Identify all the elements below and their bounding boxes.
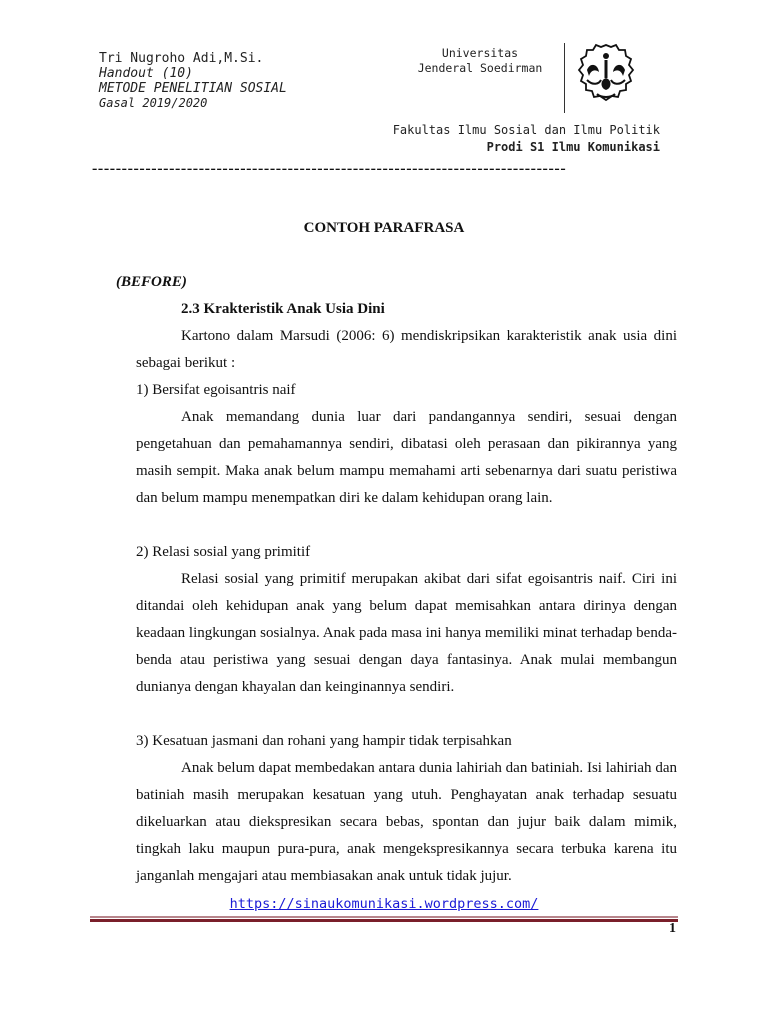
footer-rule-bottom (90, 919, 678, 922)
footer-rule-top (90, 916, 678, 918)
intro-paragraph: Kartono dalam Marsudi (2006: 6) mendiskripsikan karakteristik anak usia dini sebagai berikut : (136, 328, 677, 371)
header-left (99, 51, 287, 111)
university-logo (573, 42, 639, 110)
author-name: Tri Nugroho Adi,M.Si. (99, 51, 264, 66)
page-title: CONTOH PARAFRASA (303, 220, 465, 236)
before-label: (BEFORE) (116, 274, 187, 290)
item-3-paragraph: Anak belum dapat membedakan antara dunia lahiriah dan batiniah. Isi lahiriah dan batiniah masih merupakan kesatuan yang utuh. Penghayatan anak terhadap sesuatu dikeluarkan atau diekspresikan secara bebas, spontan dan jujur baik dalam mimik, tingkah laku maupun pura-pura, anak mengekspresikannya secara terbuka karena itu janganlah mengajari atau membiasakan anak untuk tidak jujur. (136, 760, 677, 884)
header-divider (564, 43, 565, 113)
university-name (410, 46, 550, 76)
faculty-name: Fakultas Ilmu Sosial dan Ilmu Politik (392, 123, 660, 137)
handout-number: Handout (10) (99, 66, 193, 81)
university-line-1: Universitas (441, 46, 519, 60)
faculty-info (393, 122, 660, 156)
page-number: 1 (669, 921, 676, 936)
item-3-heading: 3) Kesatuan jasmani dan rohani yang hampir tidak terpisahkan (136, 733, 512, 749)
item-2-heading: 2) Relasi sosial yang primitif (136, 544, 311, 560)
item-2-paragraph: Relasi sosial yang primitif merupakan akibat dari sifat egoisantris naif. Ciri ini ditandai oleh kehidupan anak yang belum dapat memisahkan antara dirinya dengan keadaan lingkungan sosialnya. Anak pada masa ini hanya memiliki minat terhadap benda-benda atau peristiwa yang sesuai dengan daya fantasinya. Anak mulai membangun dunianya dengan khayalan dan keinginannya sendiri. (136, 571, 677, 695)
university-line-2: Jenderal Soedirman (417, 61, 543, 75)
footer-link[interactable]: https://sinaukomunikasi.wordpress.com/ (229, 896, 539, 912)
document-body (136, 323, 677, 890)
course-title: METODE PENELITIAN SOSIAL (99, 81, 287, 96)
item-1-heading: 1) Bersifat egoisantris naif (136, 382, 296, 398)
study-program: Prodi S1 Ilmu Komunikasi (486, 140, 660, 154)
header-separator: -------------------------------------------------------------------------------- (92, 160, 567, 177)
semester: Gasal 2019/2020 (99, 96, 208, 110)
section-heading: 2.3 Krakteristik Anak Usia Dini (181, 301, 385, 317)
item-1-paragraph: Anak memandang dunia luar dari pandangannya sendiri, sesuai dengan pengetahuan dan pemahamannya sendiri, dibatasi oleh perasaan dan pikirannya yang masih sempit. Maka anak belum mampu memahami arti sebenarnya dari suatu peristiwa dan belum mampu menempatkan diri ke dalam kehidupan orang lain. (136, 409, 677, 506)
